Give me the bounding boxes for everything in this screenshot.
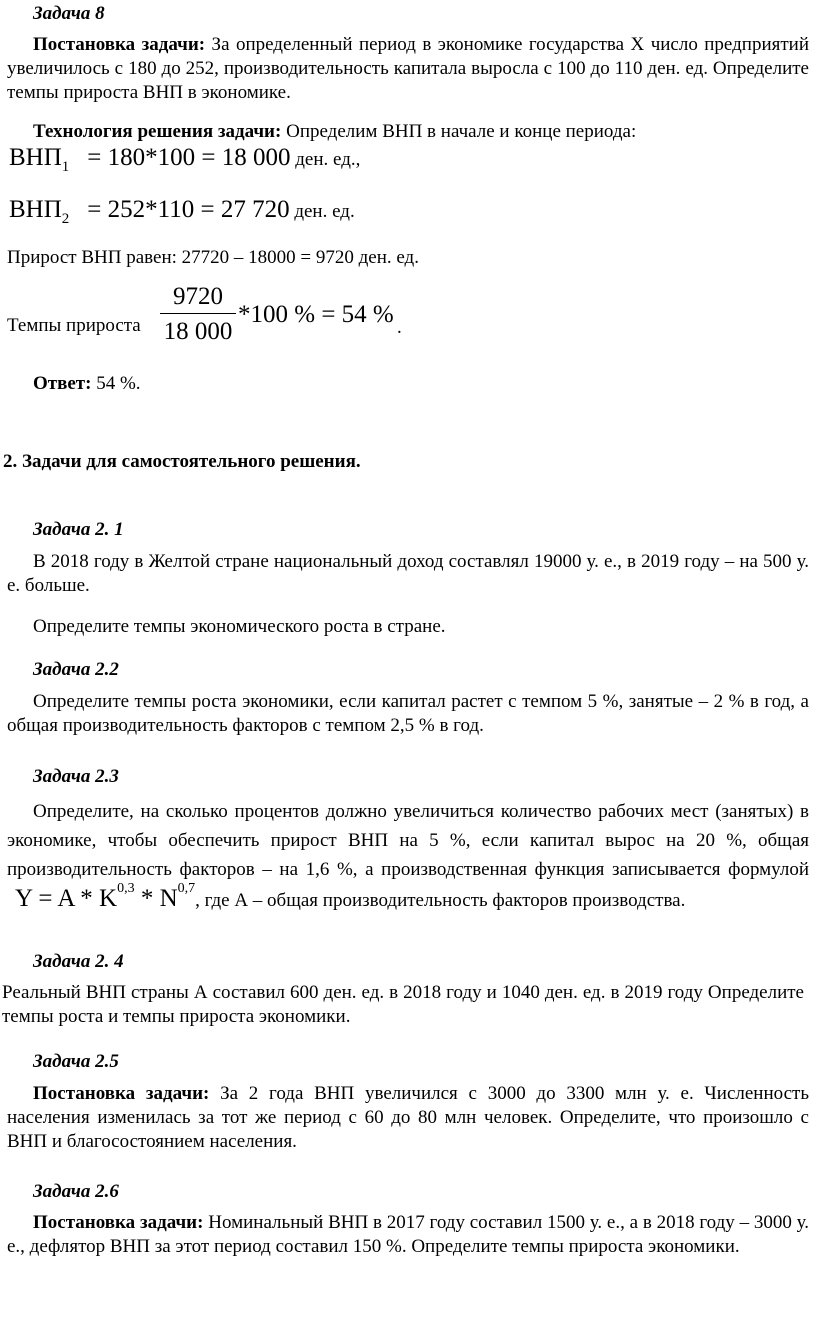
eq2-lhs: ВНП — [9, 196, 62, 223]
production-function-formula — [15, 881, 196, 912]
eq2-sub: 2 — [61, 211, 70, 227]
task21-paragraph-1: В 2018 году в Желтой стране национальный доход составлял 19000 у. е., в 2019 году – на 500 у. е. больше. — [7, 551, 809, 596]
task22-paragraph-1: Определите темпы роста экономики, если капитал растет с темпом 5 %, занятые – 2 % в год, а общая производительность факторов с темпом 2,5 % в год. — [7, 691, 809, 736]
fraction-denominator: 18 000 — [163, 318, 233, 345]
task25-text: За 2 года ВНП увеличился с 3000 до 3300 млн у. е. Численность населения изменилась за тот же период с 60 до 80 млн человек. Определите, что произошло с ВНП и благосостоянием населения. — [7, 1083, 810, 1152]
task8-rate-label: Темпы прироста — [7, 315, 141, 336]
task23-text-tail: , где А – общая производительность факторов производства. — [195, 890, 686, 911]
task21-heading: Задача 2. 1 — [33, 519, 124, 540]
eq1-unit: ден. ед., — [295, 149, 361, 170]
answer-value: 54 %. — [96, 373, 141, 394]
task23-paragraph-1 — [7, 797, 809, 915]
formula-main: Y = A * K — [15, 885, 118, 912]
task25-label: Постановка задачи: — [33, 1083, 210, 1104]
task8-heading: Задача 8 — [33, 3, 105, 24]
task8-fraction — [160, 285, 236, 344]
task8-answer — [33, 372, 816, 396]
task26-text: Номинальный ВНП в 2017 году составил 1500 у. е., а в 2018 году – 3000 у. е., дефлятор ВНП за этот период составил 150 %. Определите темпы прироста экономики. — [7, 1212, 810, 1257]
task8-equation-2 — [9, 196, 811, 227]
task8-statement-label: Постановка задачи: — [33, 34, 206, 55]
task8-rate-end: . — [397, 317, 402, 338]
task8-statement-text: За определенный период в экономике государства Х число предприятий увеличилось с 180 до 252, производительность капитала выросла с 100 до 110 ден. ед. Определите темпы прироста ВНП в экономике. — [7, 34, 810, 103]
task8-solution-text: Определим ВНП в начале и конце периода: — [286, 121, 637, 142]
task25-heading: Задача 2.5 — [33, 1051, 119, 1072]
fraction-bar — [160, 313, 236, 314]
task23-text: Определите, на сколько процентов должно увеличиться количество рабочих мест (занятых) в экономике, чтобы обеспечить прирост ВНП на 5 %, если капитал вырос на 20 %, общая производительность факторов – на 1,6 %, а производственная функция записывается формулой — [7, 801, 809, 880]
eq1-sub: 1 — [61, 159, 70, 175]
formula-mid: * N — [140, 885, 178, 912]
task22-heading: Задача 2.2 — [33, 659, 119, 680]
section-title: 2. Задачи для самостоятельного решения. — [3, 451, 361, 472]
eq2-rhs: = 252*110 = 27 720 — [87, 196, 290, 223]
task21-paragraph-2: Определите темпы экономического роста в стране. — [33, 616, 446, 637]
task24-heading: Задача 2. 4 — [33, 951, 124, 972]
task26-label: Постановка задачи: — [33, 1212, 204, 1233]
task8-rate-rhs: *100 % = 54 % — [238, 301, 394, 328]
task8-solution — [7, 120, 809, 144]
task24-paragraph-1: Реальный ВНП страны А составил 600 ден. ед. в 2018 году и 1040 ден. ед. в 2019 году Определите темпы роста и темпы прироста экономики. — [2, 982, 804, 1027]
formula-exp-1: 0,3 — [117, 881, 135, 896]
eq1-lhs: ВНП — [9, 144, 62, 171]
task26-statement — [7, 1211, 809, 1259]
eq2-unit: ден. ед. — [294, 201, 355, 222]
task26-heading: Задача 2.6 — [33, 1181, 119, 1202]
task8-statement — [7, 33, 809, 105]
eq1-rhs: = 180*100 = 18 000 — [87, 144, 291, 171]
fraction-numerator: 9720 — [173, 283, 223, 310]
formula-exp-2: 0,7 — [177, 881, 196, 896]
task8-increase-line: Прирост ВНП равен: 27720 – 18000 = 9720 ден. ед. — [7, 247, 419, 268]
task23-heading: Задача 2.3 — [33, 766, 119, 787]
task8-solution-label: Технология решения задачи: — [33, 121, 282, 142]
task25-statement — [7, 1082, 809, 1154]
task8-equation-1 — [9, 144, 811, 175]
answer-label: Ответ: — [33, 373, 92, 394]
